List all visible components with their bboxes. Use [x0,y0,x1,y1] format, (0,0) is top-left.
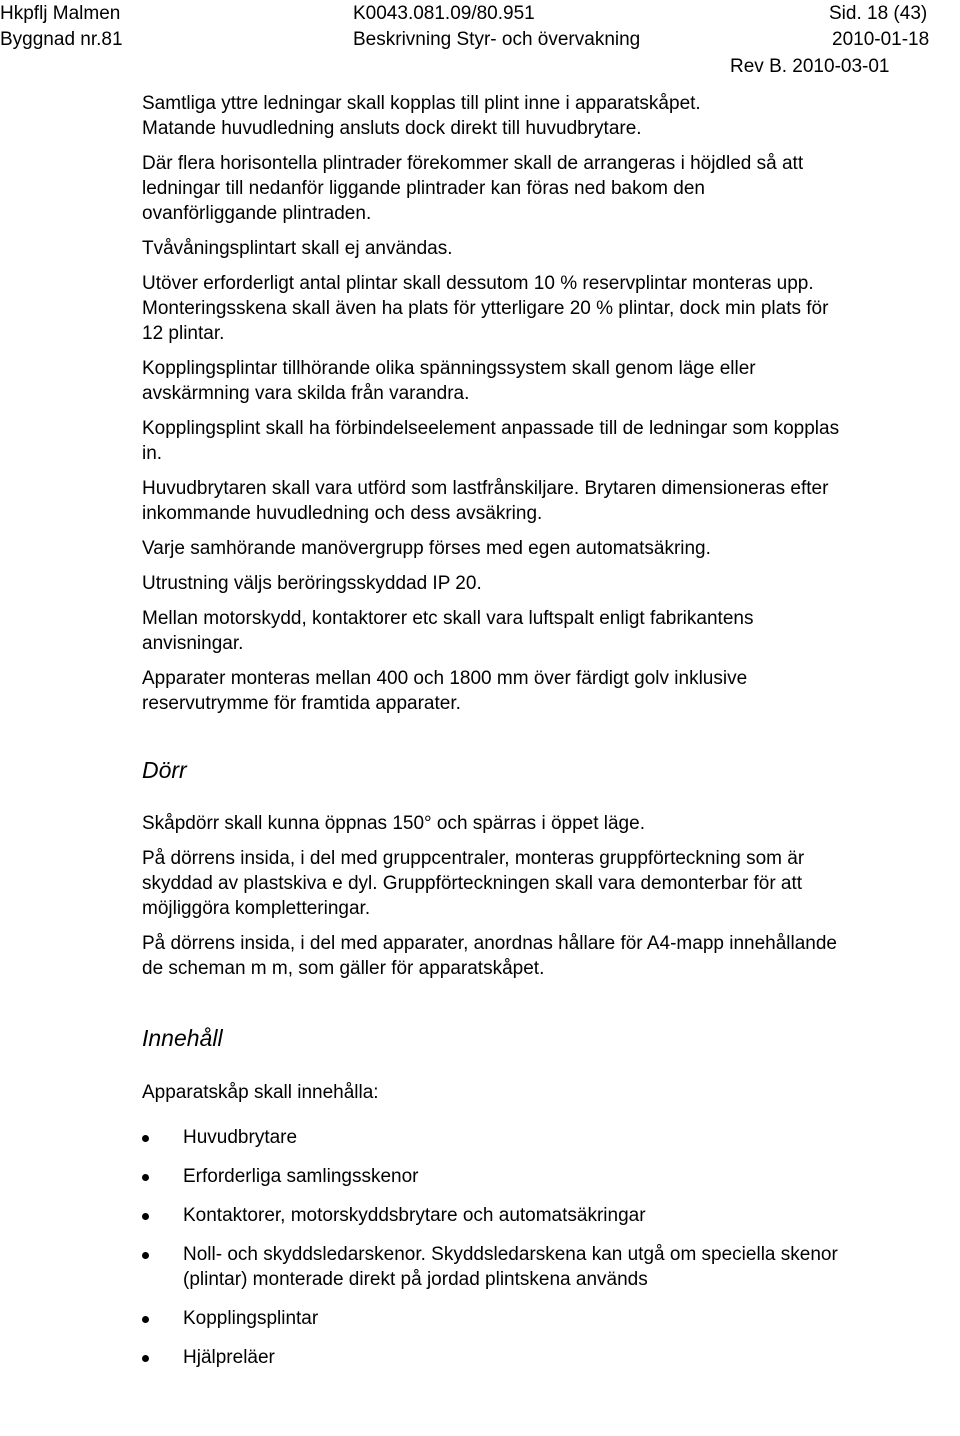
section-heading-door: Dörr [142,757,187,783]
bullet-icon [142,1213,149,1220]
bullet-icon [142,1316,149,1323]
list-intro: Apparatskåp skall innehålla: [142,1082,379,1103]
paragraph: Kopplingsplintar tillhörande olika spänningssystem skall genom läge eller avskärmning vara skilda från varandra. [142,358,756,404]
document-date: 2010-01-18 [832,29,930,50]
list-item [142,1242,842,1292]
document-number: K0043.081.09/80.951 [353,3,535,24]
equipment-list [142,1125,842,1370]
paragraph: Tvåvåningsplintart skall ej användas. [142,238,453,259]
list-item-text: Erforderliga samlingsskenor [183,1166,419,1187]
building-number: Byggnad nr.81 [0,29,123,50]
project-name: Hkpflj Malmen [0,3,121,24]
list-item [142,1203,842,1228]
paragraph: Kopplingsplint skall ha förbindelseelement anpassade till de ledningar som kopplas in. [142,418,840,464]
list-item [142,1345,842,1370]
list-item [142,1164,842,1189]
list-item [142,1306,842,1331]
bullet-icon [142,1135,149,1142]
revision-date: Rev B. 2010-03-01 [730,56,890,77]
paragraph: Apparater monteras mellan 400 och 1800 mm över färdigt golv inklusive reservutrymme för framtida apparater. [142,668,748,714]
list-item-text: Huvudbrytare [183,1127,298,1148]
document-body [142,91,842,1384]
page-header [0,0,960,80]
paragraph: Huvudbrytaren skall vara utförd som lastfrånskiljare. Brytaren dimensioneras efter inkommande huvudledning och dess avsäkring. [142,478,829,524]
paragraph: Samtliga yttre ledningar skall kopplas till plint inne i apparatskåpet. [142,93,701,114]
list-item-text: Hjälpreläer [183,1347,275,1368]
list-item-text: Kopplingsplintar [183,1308,319,1329]
list-item-text: Noll- och skyddsledarskenor. Skyddsledarskena kan utgå om speciella skenor (plintar) monterade direkt på jordad plintskena används [183,1244,838,1290]
paragraph: På dörrens insida, i del med gruppcentraler, monteras gruppförteckning som är skyddad av plastskiva e dyl. Gruppförteckningen skall vara demonterbar för att möjliggöra kompletteringar. [142,848,805,919]
bullet-icon [142,1355,149,1362]
paragraph: Skåpdörr skall kunna öppnas 150° och spärras i öppet läge. [142,813,645,834]
list-item-text: Kontaktorer, motorskyddsbrytare och automatsäkringar [183,1205,646,1226]
paragraph: Utöver erforderligt antal plintar skall dessutom 10 % reservplintar monteras upp. Monteringsskena skall även ha plats för ytterligare 20 % plintar, dock min plats för 12 plintar. [142,273,829,344]
list-item [142,1125,842,1150]
paragraph: På dörrens insida, i del med apparater, anordnas hållare för A4-mapp innehållande de scheman m m, som gäller för apparatskåpet. [142,933,838,979]
document-title: Beskrivning Styr- och övervakning [353,29,641,50]
paragraph: Mellan motorskydd, kontaktorer etc skall vara luftspalt enligt fabrikantens anvisningar. [142,608,754,654]
paragraph: Utrustning väljs beröringsskyddad IP 20. [142,573,482,594]
page-number: Sid. 18 (43) [829,3,928,24]
paragraph: Matande huvudledning ansluts dock direkt till huvudbrytare. [142,118,642,139]
paragraph: Varje samhörande manövergrupp förses med egen automatsäkring. [142,538,711,559]
paragraph: Där flera horisontella plintrader förekommer skall de arrangeras i höjdled så att ledningar till nedanför liggande plintrader kan föras ned bakom den ovanförliggande plintraden. [142,153,804,224]
section-heading-content: Innehåll [142,1025,223,1051]
bullet-icon [142,1252,149,1259]
bullet-icon [142,1174,149,1181]
